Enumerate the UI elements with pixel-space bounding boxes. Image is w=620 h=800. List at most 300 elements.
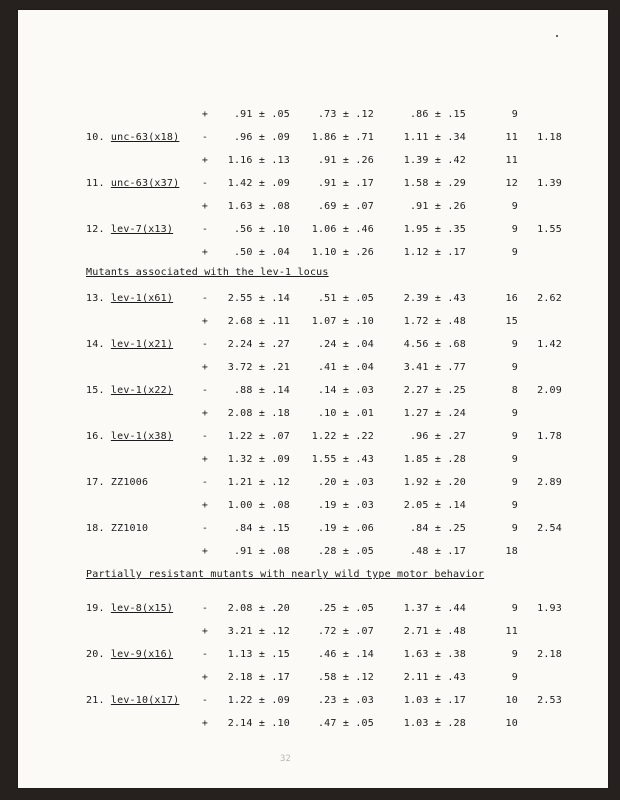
strain-number: 17.	[86, 477, 111, 488]
error-value: .35	[447, 224, 466, 235]
table-row	[18, 545, 608, 559]
plus-minus-sign: ±	[342, 431, 350, 442]
error-value: .43	[447, 672, 466, 683]
mean-value: 1.37	[403, 603, 429, 614]
measurement-cell	[394, 200, 466, 214]
plus-minus-sign: ±	[258, 695, 266, 706]
error-value: .05	[355, 718, 374, 729]
measurement-cell	[394, 545, 466, 559]
error-value: .12	[271, 626, 290, 637]
measurement-cell	[218, 522, 290, 536]
strain-number: 21.	[86, 695, 111, 706]
section-heading: Partially resistant mutants with nearly wild type motor behavior	[86, 569, 485, 580]
table-row	[18, 476, 608, 490]
measurement-cell	[394, 361, 466, 375]
measurement-cell	[302, 522, 374, 536]
measurement-cell	[218, 648, 290, 662]
mean-value: 2.14	[227, 718, 253, 729]
error-value: .01	[355, 408, 374, 419]
mean-value: 2.55	[227, 293, 253, 304]
mean-value: .51	[317, 293, 337, 304]
error-value: .25	[447, 523, 466, 534]
plus-minus-sign: ±	[342, 362, 350, 373]
mean-value: 1.86	[311, 132, 337, 143]
table-row	[18, 177, 608, 191]
strain-label	[86, 338, 173, 352]
measurement-cell	[218, 671, 290, 685]
measurement-cell	[394, 154, 466, 168]
plus-minus-sign: ±	[434, 293, 442, 304]
ratio-value: 1.78	[537, 431, 562, 442]
error-value: .28	[447, 454, 466, 465]
mean-value: 2.18	[227, 672, 253, 683]
measurement-cell	[302, 407, 374, 421]
plus-minus-sign: ±	[342, 247, 350, 258]
table-row	[18, 648, 608, 662]
measurement-cell	[302, 694, 374, 708]
table-row	[18, 246, 608, 260]
table-row	[18, 384, 608, 398]
measurement-cell	[394, 315, 466, 329]
mean-value: 2.39	[403, 293, 429, 304]
speck-mark	[556, 35, 558, 37]
condition-sign: +	[201, 672, 209, 683]
plus-minus-sign: ±	[258, 339, 266, 350]
mean-value: .91	[233, 546, 253, 557]
plus-minus-sign: ±	[342, 523, 350, 534]
plus-minus-sign: ±	[258, 293, 266, 304]
plus-minus-sign: ±	[342, 109, 350, 120]
strain-label	[86, 430, 173, 444]
error-value: .27	[271, 339, 290, 350]
strain-label	[86, 384, 173, 398]
error-value: .42	[447, 155, 466, 166]
mean-value: .23	[317, 695, 337, 706]
error-value: .48	[447, 316, 466, 327]
error-value: .26	[355, 247, 374, 258]
sample-count: 9	[511, 109, 518, 120]
error-value: .15	[271, 523, 290, 534]
plus-minus-sign: ±	[342, 201, 350, 212]
ratio-value: 2.18	[537, 649, 562, 660]
condition-sign: -	[201, 178, 209, 189]
plus-minus-sign: ±	[434, 477, 442, 488]
strain-name: lev-7(x13)	[110, 224, 174, 235]
condition-sign: -	[201, 293, 209, 304]
mean-value: .91	[317, 178, 337, 189]
plus-minus-sign: ±	[342, 408, 350, 419]
mean-value: 2.08	[227, 408, 253, 419]
table-row	[18, 131, 608, 145]
measurement-cell	[302, 131, 374, 145]
plus-minus-sign: ±	[434, 362, 442, 373]
plus-minus-sign: ±	[434, 385, 442, 396]
plus-minus-sign: ±	[258, 431, 266, 442]
plus-minus-sign: ±	[258, 362, 266, 373]
mean-value: .91	[409, 201, 429, 212]
strain-number: 12.	[86, 224, 111, 235]
plus-minus-sign: ±	[342, 718, 350, 729]
error-value: .29	[447, 178, 466, 189]
plus-minus-sign: ±	[342, 477, 350, 488]
error-value: .14	[447, 500, 466, 511]
error-value: .05	[355, 293, 374, 304]
measurement-cell	[218, 154, 290, 168]
measurement-cell	[218, 545, 290, 559]
measurement-cell	[302, 648, 374, 662]
error-value: .22	[355, 431, 374, 442]
plus-minus-sign: ±	[342, 224, 350, 235]
mean-value: .96	[233, 132, 253, 143]
mean-value: 1.95	[403, 224, 429, 235]
condition-sign: +	[201, 247, 209, 258]
sample-count: 9	[511, 362, 518, 373]
measurement-cell	[394, 625, 466, 639]
mean-value: 2.27	[403, 385, 429, 396]
table-row	[18, 717, 608, 731]
measurement-cell	[218, 625, 290, 639]
plus-minus-sign: ±	[258, 546, 266, 557]
condition-sign: +	[201, 362, 209, 373]
measurement-cell	[218, 315, 290, 329]
mean-value: 1.58	[403, 178, 429, 189]
error-value: .14	[271, 293, 290, 304]
mean-value: 1.22	[227, 695, 253, 706]
measurement-cell	[218, 407, 290, 421]
error-value: .21	[271, 362, 290, 373]
measurement-cell	[302, 177, 374, 191]
sample-count: 9	[511, 339, 518, 350]
plus-minus-sign: ±	[342, 178, 350, 189]
mean-value: 1.03	[403, 718, 429, 729]
page-number: 32	[280, 754, 291, 764]
error-value: .28	[447, 718, 466, 729]
sample-count: 9	[511, 224, 518, 235]
plus-minus-sign: ±	[258, 132, 266, 143]
sample-count: 11	[505, 155, 518, 166]
document-page	[18, 10, 608, 788]
sample-count: 9	[511, 500, 518, 511]
sample-count: 9	[511, 247, 518, 258]
condition-sign: -	[201, 477, 209, 488]
mean-value: 1.00	[227, 500, 253, 511]
error-value: .25	[447, 385, 466, 396]
sample-count: 9	[511, 672, 518, 683]
mean-value: .88	[233, 385, 253, 396]
plus-minus-sign: ±	[342, 293, 350, 304]
error-value: .17	[447, 546, 466, 557]
plus-minus-sign: ±	[434, 316, 442, 327]
strain-number: 14.	[86, 339, 111, 350]
error-value: .05	[355, 546, 374, 557]
plus-minus-sign: ±	[258, 477, 266, 488]
strain-name: lev-8(x15)	[110, 603, 174, 614]
measurement-cell	[302, 315, 374, 329]
strain-label	[86, 602, 173, 616]
error-value: .26	[355, 155, 374, 166]
condition-sign: +	[201, 546, 209, 557]
mean-value: 1.22	[227, 431, 253, 442]
plus-minus-sign: ±	[258, 603, 266, 614]
measurement-cell	[302, 625, 374, 639]
ratio-value: 2.54	[537, 523, 562, 534]
error-value: .09	[271, 454, 290, 465]
measurement-cell	[218, 694, 290, 708]
error-value: .06	[355, 523, 374, 534]
plus-minus-sign: ±	[258, 454, 266, 465]
strain-name: lev-1(x38)	[110, 431, 174, 442]
plus-minus-sign: ±	[258, 649, 266, 660]
ratio-value: 2.53	[537, 695, 562, 706]
condition-sign: +	[201, 316, 209, 327]
measurement-cell	[302, 154, 374, 168]
mean-value: .28	[317, 546, 337, 557]
mean-value: .19	[317, 523, 337, 534]
measurement-cell	[394, 453, 466, 467]
mean-value: 1.21	[227, 477, 253, 488]
strain-label	[86, 648, 173, 662]
error-value: .20	[447, 477, 466, 488]
measurement-cell	[394, 292, 466, 306]
plus-minus-sign: ±	[434, 224, 442, 235]
mean-value: 3.21	[227, 626, 253, 637]
error-value: .15	[447, 109, 466, 120]
ratio-value: 1.39	[537, 178, 562, 189]
error-value: .03	[355, 477, 374, 488]
sample-count: 9	[511, 603, 518, 614]
table-row	[18, 453, 608, 467]
plus-minus-sign: ±	[258, 385, 266, 396]
table-row	[18, 499, 608, 513]
plus-minus-sign: ±	[342, 546, 350, 557]
table-row	[18, 430, 608, 444]
mean-value: 3.41	[403, 362, 429, 373]
sample-count: 9	[511, 454, 518, 465]
measurement-cell	[302, 361, 374, 375]
measurement-cell	[394, 338, 466, 352]
mean-value: 1.10	[311, 247, 337, 258]
strain-number: 10.	[86, 132, 111, 143]
plus-minus-sign: ±	[434, 201, 442, 212]
strain-name: unc-63(x18)	[110, 132, 180, 143]
error-value: .10	[355, 316, 374, 327]
plus-minus-sign: ±	[258, 224, 266, 235]
error-value: .08	[271, 500, 290, 511]
plus-minus-sign: ±	[342, 500, 350, 511]
error-value: .03	[355, 695, 374, 706]
mean-value: .25	[317, 603, 337, 614]
plus-minus-sign: ±	[342, 454, 350, 465]
plus-minus-sign: ±	[434, 155, 442, 166]
plus-minus-sign: ±	[258, 178, 266, 189]
error-value: .26	[447, 201, 466, 212]
condition-sign: -	[201, 339, 209, 350]
plus-minus-sign: ±	[342, 155, 350, 166]
table-row	[18, 671, 608, 685]
error-value: .17	[271, 672, 290, 683]
measurement-cell	[218, 499, 290, 513]
mean-value: 2.68	[227, 316, 253, 327]
mean-value: 1.63	[403, 649, 429, 660]
plus-minus-sign: ±	[258, 718, 266, 729]
measurement-cell	[394, 717, 466, 731]
plus-minus-sign: ±	[258, 247, 266, 258]
ratio-value: 2.09	[537, 385, 562, 396]
strain-label	[86, 694, 179, 708]
error-value: .09	[271, 695, 290, 706]
strain-name: lev-1(x22)	[110, 385, 174, 396]
condition-sign: +	[201, 454, 209, 465]
condition-sign: -	[201, 224, 209, 235]
error-value: .17	[447, 247, 466, 258]
measurement-cell	[218, 292, 290, 306]
sample-count: 11	[505, 132, 518, 143]
mean-value: .47	[317, 718, 337, 729]
error-value: .11	[271, 316, 290, 327]
sample-count: 9	[511, 477, 518, 488]
plus-minus-sign: ±	[342, 649, 350, 660]
mean-value: 1.39	[403, 155, 429, 166]
error-value: .27	[447, 431, 466, 442]
sample-count: 9	[511, 523, 518, 534]
measurement-cell	[302, 476, 374, 490]
mean-value: 2.24	[227, 339, 253, 350]
measurement-cell	[394, 602, 466, 616]
measurement-cell	[394, 131, 466, 145]
strain-label	[86, 177, 179, 191]
measurement-cell	[302, 453, 374, 467]
error-value: .08	[271, 201, 290, 212]
plus-minus-sign: ±	[434, 500, 442, 511]
mean-value: .56	[233, 224, 253, 235]
measurement-cell	[302, 223, 374, 237]
measurement-cell	[302, 246, 374, 260]
measurement-cell	[302, 338, 374, 352]
mean-value: .14	[317, 385, 337, 396]
strain-number: 16.	[86, 431, 111, 442]
plus-minus-sign: ±	[258, 408, 266, 419]
measurement-cell	[394, 648, 466, 662]
plus-minus-sign: ±	[434, 695, 442, 706]
plus-minus-sign: ±	[342, 695, 350, 706]
error-value: .09	[271, 132, 290, 143]
plus-minus-sign: ±	[434, 626, 442, 637]
error-value: .43	[447, 293, 466, 304]
table-row	[18, 223, 608, 237]
mean-value: 1.85	[403, 454, 429, 465]
ratio-value: 1.55	[537, 224, 562, 235]
strain-label	[86, 522, 148, 536]
mean-value: .73	[317, 109, 337, 120]
error-value: .34	[447, 132, 466, 143]
plus-minus-sign: ±	[342, 603, 350, 614]
error-value: .46	[355, 224, 374, 235]
table-row	[18, 200, 608, 214]
ratio-value: 1.18	[537, 132, 562, 143]
plus-minus-sign: ±	[258, 155, 266, 166]
strain-label	[86, 223, 173, 237]
mean-value: 1.27	[403, 408, 429, 419]
error-value: .07	[355, 626, 374, 637]
sample-count: 16	[505, 293, 518, 304]
sample-count: 9	[511, 408, 518, 419]
measurement-cell	[302, 671, 374, 685]
measurement-cell	[302, 292, 374, 306]
plus-minus-sign: ±	[342, 626, 350, 637]
measurement-cell	[302, 717, 374, 731]
measurement-cell	[218, 453, 290, 467]
condition-sign: -	[201, 523, 209, 534]
measurement-cell	[218, 384, 290, 398]
error-value: .08	[271, 546, 290, 557]
condition-sign: -	[201, 132, 209, 143]
mean-value: 1.11	[403, 132, 429, 143]
mean-value: .10	[317, 408, 337, 419]
ratio-value: 1.42	[537, 339, 562, 350]
condition-sign: -	[201, 603, 209, 614]
measurement-cell	[394, 223, 466, 237]
mean-value: 1.16	[227, 155, 253, 166]
table-row	[18, 108, 608, 122]
error-value: .24	[447, 408, 466, 419]
mean-value: .50	[233, 247, 253, 258]
sample-count: 10	[505, 718, 518, 729]
condition-sign: +	[201, 155, 209, 166]
error-value: .05	[271, 109, 290, 120]
measurement-cell	[394, 108, 466, 122]
condition-sign: +	[201, 626, 209, 637]
table-row	[18, 154, 608, 168]
plus-minus-sign: ±	[434, 454, 442, 465]
condition-sign: +	[201, 109, 209, 120]
strain-name: lev-9(x16)	[110, 649, 174, 660]
measurement-cell	[218, 476, 290, 490]
condition-sign: -	[201, 649, 209, 660]
mean-value: 4.56	[403, 339, 429, 350]
measurement-cell	[302, 384, 374, 398]
plus-minus-sign: ±	[258, 500, 266, 511]
plus-minus-sign: ±	[342, 132, 350, 143]
plus-minus-sign: ±	[434, 247, 442, 258]
plus-minus-sign: ±	[342, 385, 350, 396]
plus-minus-sign: ±	[342, 672, 350, 683]
error-value: .43	[355, 454, 374, 465]
sample-count: 12	[505, 178, 518, 189]
error-value: .44	[447, 603, 466, 614]
table-row	[18, 602, 608, 616]
strain-name: ZZ1006	[110, 477, 149, 488]
error-value: .38	[447, 649, 466, 660]
measurement-cell	[394, 671, 466, 685]
ratio-value: 2.62	[537, 293, 562, 304]
plus-minus-sign: ±	[434, 546, 442, 557]
plus-minus-sign: ±	[258, 109, 266, 120]
error-value: .14	[355, 649, 374, 660]
table-row	[18, 361, 608, 375]
mean-value: .41	[317, 362, 337, 373]
mean-value: .48	[409, 546, 429, 557]
measurement-cell	[394, 246, 466, 260]
measurement-cell	[218, 430, 290, 444]
condition-sign: +	[201, 408, 209, 419]
measurement-cell	[218, 223, 290, 237]
error-value: .10	[271, 718, 290, 729]
condition-sign: +	[201, 201, 209, 212]
error-value: .07	[355, 201, 374, 212]
mean-value: .20	[317, 477, 337, 488]
plus-minus-sign: ±	[342, 339, 350, 350]
error-value: .07	[271, 431, 290, 442]
